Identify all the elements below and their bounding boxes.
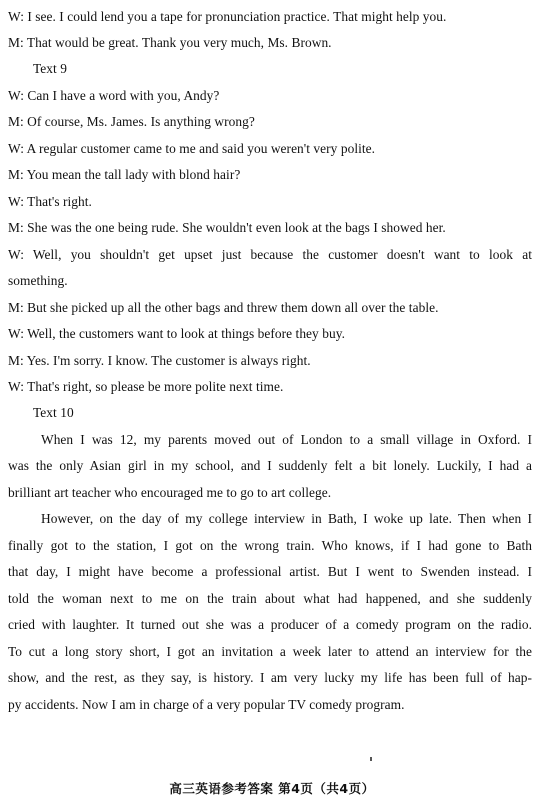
dialogue-line: W: A regular customer came to me and said you weren't very polite. xyxy=(8,141,376,156)
dialogue-line: W: I see. I could lend you a tape for pronunciation practice. That might help you. xyxy=(8,9,447,24)
section-heading-text-9: Text 9 xyxy=(33,61,67,76)
dialogue-line: M: Yes. I'm sorry. I know. The customer is always right. xyxy=(8,353,311,368)
paragraph-line: told the woman next to me on the train about what had happened, and she suddenly xyxy=(8,591,532,606)
paragraph-line: finally got to the station, I got on the wrong train. Who knows, if I had gone to Bath xyxy=(8,538,532,553)
paragraph-line: To cut a long story short, I got an invitation a week later to attend an interview for the xyxy=(8,644,532,659)
dialogue-line: M: That would be great. Thank you very much, Ms. Brown. xyxy=(8,35,332,50)
dialogue-line: W: That's right. xyxy=(8,194,92,209)
paragraph-line: However, on the day of my college interview in Bath, I woke up late. Then when I xyxy=(41,511,532,526)
stray-mark xyxy=(370,757,372,761)
dialogue-line: W: Well, the customers want to look at things before they buy. xyxy=(8,326,345,341)
dialogue-line: M: She was the one being rude. She wouldn't even look at the bags I showed her. xyxy=(8,220,446,235)
page-footer: 高三英语参考答案 第4页（共4页） xyxy=(169,781,375,796)
dialogue-line-continued: something. xyxy=(8,273,68,288)
paragraph-line: When I was 12, my parents moved out of London to a small village in Oxford. I xyxy=(41,432,532,447)
dialogue-line: W: Well, you shouldn't get upset just because the customer doesn't want to look at xyxy=(8,247,532,262)
dialogue-line: M: Of course, Ms. James. Is anything wrong? xyxy=(8,114,255,129)
paragraph-line: show, and the rest, as they say, is history. I am very lucky my life has been full of hap- xyxy=(8,670,532,685)
dialogue-line: M: You mean the tall lady with blond hair? xyxy=(8,167,241,182)
paragraph-line: brilliant art teacher who encouraged me to go to art college. xyxy=(8,485,332,500)
paragraph-line: was the only Asian girl in my school, and I suddenly felt a bit lonely. Luckily, I had a xyxy=(8,458,532,473)
paragraph-line: that day, I might have become a professional artist. But I went to Swenden instead. I xyxy=(8,564,532,579)
dialogue-line: W: That's right, so please be more polite next time. xyxy=(8,379,284,394)
dialogue-line: M: But she picked up all the other bags and threw them down all over the table. xyxy=(8,300,439,315)
paragraph-line: cried with laughter. It turned out she was a producer of a comedy program on the radio. xyxy=(8,617,532,632)
section-heading-text-10: Text 10 xyxy=(33,405,74,420)
paragraph-line: py accidents. Now I am in charge of a very popular TV comedy program. xyxy=(8,697,405,712)
dialogue-line: W: Can I have a word with you, Andy? xyxy=(8,88,220,103)
